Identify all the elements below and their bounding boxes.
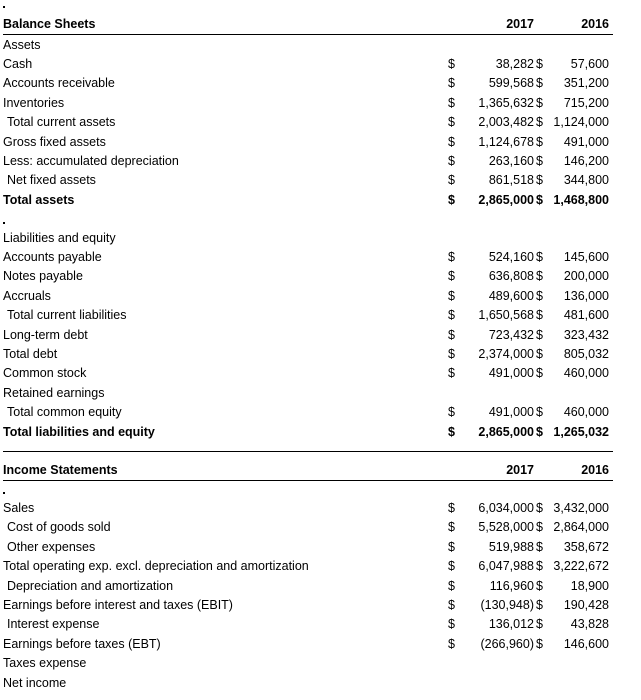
value-2017: 2,003,482 <box>478 115 534 130</box>
value-2017-cell <box>448 306 534 325</box>
row-label: Depreciation and amortization <box>7 578 174 593</box>
row-label: Accounts receivable <box>3 76 115 91</box>
value-2017: 1,124,678 <box>478 134 534 149</box>
value-2016-cell <box>536 113 609 132</box>
currency-symbol: $ <box>448 288 455 303</box>
value-2016: 57,600 <box>570 57 609 71</box>
value-2017: 2,865,000 <box>478 424 534 439</box>
currency-symbol: $ <box>448 154 455 168</box>
value-2017-cell <box>448 74 534 93</box>
table-row <box>3 518 613 537</box>
row-label: Retained earnings <box>3 385 105 400</box>
value-2017-cell <box>448 55 534 74</box>
row-label: Total common equity <box>7 405 122 420</box>
value-2017: 6,034,000 <box>478 501 534 515</box>
value-2017-cell <box>448 345 534 364</box>
row-label: Net fixed assets <box>7 173 96 188</box>
table-row <box>3 55 613 74</box>
value-2017-cell <box>448 596 534 615</box>
row-label: Inventories <box>3 95 65 110</box>
row-label: Common stock <box>3 366 87 381</box>
currency-symbol: $ <box>448 76 455 91</box>
value-2017: 489,600 <box>488 288 534 303</box>
marker-dot <box>3 492 5 494</box>
value-2016: 805,032 <box>563 347 609 361</box>
row-label: Total operating exp. excl. depreciation and amortization <box>3 559 309 574</box>
currency-symbol: $ <box>448 308 455 323</box>
currency-symbol: $ <box>536 617 543 632</box>
assets-header: Assets <box>3 38 41 52</box>
currency-symbol: $ <box>536 327 543 342</box>
value-2017: 2,374,000 <box>478 347 534 361</box>
table-row <box>3 596 613 615</box>
table-row <box>3 74 613 93</box>
currency-symbol: $ <box>448 559 455 574</box>
value-2017: (266,960) <box>480 636 534 651</box>
row-label: Interest expense <box>7 617 100 632</box>
value-2017: 723,432 <box>488 327 534 342</box>
value-2016-cell <box>536 248 609 267</box>
row-label: Total current assets <box>7 115 116 130</box>
income-statement-year-2016: 2016 <box>581 463 609 477</box>
value-2017-cell <box>448 423 534 442</box>
value-2017-cell <box>448 557 534 576</box>
value-2017-cell <box>448 518 534 537</box>
value-2016-cell <box>536 133 609 152</box>
currency-symbol: $ <box>448 173 455 188</box>
value-2017: 636,808 <box>488 269 534 284</box>
currency-symbol: $ <box>536 134 543 149</box>
value-2016-cell <box>536 499 609 518</box>
currency-symbol: $ <box>448 192 455 207</box>
value-2017-cell <box>448 191 534 210</box>
row-label: Cost of goods sold <box>7 520 111 535</box>
balance-sheet-year-2017: 2017 <box>506 17 534 31</box>
value-2016: 43,828 <box>570 617 609 632</box>
table-row <box>3 94 613 113</box>
value-2016: 2,864,000 <box>553 520 609 535</box>
row-label: Earnings before taxes (EBT) <box>3 636 161 651</box>
row-label: Long-term debt <box>3 327 88 342</box>
value-2016-cell <box>536 557 609 576</box>
table-row <box>3 113 613 132</box>
value-2016-cell <box>536 74 609 93</box>
value-2016: 460,000 <box>563 405 609 420</box>
value-2017-cell <box>448 538 534 557</box>
row-label: Total debt <box>3 347 58 361</box>
currency-symbol: $ <box>448 250 455 264</box>
table-row <box>3 287 613 306</box>
value-2017: 491,000 <box>488 405 534 420</box>
value-2017-cell <box>448 326 534 345</box>
currency-symbol: $ <box>448 327 455 342</box>
currency-symbol: $ <box>448 115 455 130</box>
income-statement-header-row <box>3 461 613 480</box>
currency-symbol: $ <box>448 598 455 612</box>
currency-symbol: $ <box>536 154 543 168</box>
table-row <box>3 345 613 364</box>
value-2016: 200,000 <box>563 269 609 284</box>
currency-symbol: $ <box>448 617 455 632</box>
table-row <box>3 191 613 210</box>
value-2017: 5,528,000 <box>478 520 534 535</box>
table-row <box>3 577 613 596</box>
value-2017-cell <box>448 615 534 634</box>
income-statement-top-rule <box>3 451 613 452</box>
value-2017-cell <box>448 287 534 306</box>
table-row <box>3 267 613 286</box>
table-row <box>3 423 613 442</box>
currency-symbol: $ <box>448 636 455 651</box>
value-2017: 6,047,988 <box>478 559 534 574</box>
value-2016: 323,432 <box>563 327 609 342</box>
currency-symbol: $ <box>536 424 543 439</box>
value-2016: 715,200 <box>563 95 609 110</box>
currency-symbol: $ <box>536 173 543 188</box>
value-2016-cell <box>536 191 609 210</box>
row-label: Total current liabilities <box>7 308 127 323</box>
value-2016: 3,432,000 <box>553 501 609 515</box>
value-2016: 344,800 <box>563 173 609 188</box>
row-label: Other expenses <box>7 539 96 554</box>
table-row <box>3 538 613 557</box>
value-2016-cell <box>536 423 609 442</box>
income-statement-header-rule <box>3 480 613 481</box>
currency-symbol: $ <box>448 134 455 149</box>
currency-symbol: $ <box>448 347 455 361</box>
value-2017: (130,948) <box>480 598 534 612</box>
value-2017-cell <box>448 152 534 171</box>
liabilities-header: Liabilities and equity <box>3 231 116 245</box>
income-statement-title: Income Statements <box>3 463 118 477</box>
row-label: Less: accumulated depreciation <box>3 154 179 168</box>
income-statement-year-2017: 2017 <box>506 463 534 477</box>
value-2017-cell <box>448 267 534 286</box>
value-2016-cell <box>536 577 609 596</box>
value-2016: 190,428 <box>563 598 609 612</box>
currency-symbol: $ <box>536 559 543 574</box>
value-2017-cell <box>448 364 534 383</box>
value-2017: 524,160 <box>488 250 534 264</box>
value-2016-cell <box>536 518 609 537</box>
table-row <box>3 306 613 325</box>
currency-symbol: $ <box>536 250 543 264</box>
balance-sheet-title: Balance Sheets <box>3 17 96 31</box>
row-label: Net income <box>3 675 67 690</box>
row-label: Taxes expense <box>3 656 87 671</box>
currency-symbol: $ <box>536 501 543 515</box>
value-2016: 351,200 <box>563 76 609 91</box>
value-2016: 3,222,672 <box>553 559 609 574</box>
balance-sheet-header-rule <box>3 34 613 35</box>
row-label: Total assets <box>3 192 75 207</box>
row-label: Notes payable <box>3 269 83 284</box>
currency-symbol: $ <box>536 347 543 361</box>
currency-symbol: $ <box>448 520 455 535</box>
value-2016-cell <box>536 326 609 345</box>
value-2016-cell <box>536 287 609 306</box>
currency-symbol: $ <box>448 366 455 381</box>
currency-symbol: $ <box>448 539 455 554</box>
balance-sheet-header-row <box>3 15 613 34</box>
currency-symbol: $ <box>536 192 543 207</box>
value-2016: 491,000 <box>563 134 609 149</box>
value-2016: 1,468,800 <box>553 192 609 207</box>
currency-symbol: $ <box>536 308 543 323</box>
table-row <box>3 615 613 634</box>
value-2016-cell <box>536 345 609 364</box>
currency-symbol: $ <box>448 57 455 71</box>
currency-symbol: $ <box>536 405 543 420</box>
value-2017-cell <box>448 499 534 518</box>
row-label: Earnings before interest and taxes (EBIT) <box>3 598 233 612</box>
currency-symbol: $ <box>448 405 455 420</box>
value-2017-cell <box>448 635 534 654</box>
value-2016-cell <box>536 152 609 171</box>
value-2016: 1,124,000 <box>553 115 609 130</box>
value-2017: 519,988 <box>488 539 534 554</box>
value-2016: 1,265,032 <box>553 424 609 439</box>
value-2017: 1,365,632 <box>478 95 534 110</box>
value-2017: 1,650,568 <box>478 308 534 323</box>
table-row <box>3 403 613 422</box>
table-row <box>3 133 613 152</box>
table-row <box>3 152 613 171</box>
value-2016-cell <box>536 94 609 113</box>
currency-symbol: $ <box>536 269 543 284</box>
value-2016: 136,000 <box>563 288 609 303</box>
currency-symbol: $ <box>536 95 543 110</box>
value-2016-cell <box>536 171 609 190</box>
value-2017-cell <box>448 94 534 113</box>
row-label: Total liabilities and equity <box>3 424 155 439</box>
value-2016-cell <box>536 615 609 634</box>
value-2016: 460,000 <box>563 366 609 381</box>
table-row <box>3 499 613 518</box>
assets-header-row <box>3 36 613 55</box>
value-2017: 116,960 <box>489 578 534 593</box>
table-row <box>3 364 613 383</box>
currency-symbol: $ <box>536 76 543 91</box>
table-row <box>3 171 613 190</box>
value-2016: 146,200 <box>563 154 609 168</box>
value-2017-cell <box>448 248 534 267</box>
row-label: Cash <box>3 57 33 71</box>
row-label: Sales <box>3 501 35 515</box>
table-row <box>3 326 613 345</box>
value-2016: 358,672 <box>563 539 609 554</box>
value-2016-cell <box>536 364 609 383</box>
table-row <box>3 635 613 654</box>
value-2017: 38,282 <box>495 57 534 71</box>
currency-symbol: $ <box>536 115 543 130</box>
table-row <box>3 384 613 403</box>
value-2017-cell <box>448 171 534 190</box>
value-2016: 145,600 <box>563 250 609 264</box>
marker-dot <box>3 222 5 224</box>
table-row <box>3 248 613 267</box>
value-2016-cell <box>536 55 609 74</box>
currency-symbol: $ <box>448 95 455 110</box>
value-2016-cell <box>536 635 609 654</box>
currency-symbol: $ <box>536 520 543 535</box>
row-label: Accruals <box>3 288 51 303</box>
liabilities-header-row <box>3 229 613 248</box>
value-2016-cell <box>536 267 609 286</box>
value-2017: 263,160 <box>488 154 534 168</box>
value-2016: 481,600 <box>563 308 609 323</box>
table-row <box>3 557 613 576</box>
marker-dot <box>3 6 5 8</box>
table-row <box>3 654 613 673</box>
value-2016: 146,600 <box>563 636 609 651</box>
value-2016: 18,900 <box>570 578 609 593</box>
currency-symbol: $ <box>448 501 455 515</box>
value-2017: 599,568 <box>488 76 534 91</box>
value-2017: 861,518 <box>488 173 534 188</box>
table-row <box>3 674 613 693</box>
value-2016-cell <box>536 403 609 422</box>
currency-symbol: $ <box>448 578 455 593</box>
value-2017: 2,865,000 <box>478 192 534 207</box>
currency-symbol: $ <box>536 366 543 381</box>
value-2017-cell <box>448 577 534 596</box>
currency-symbol: $ <box>536 636 543 651</box>
currency-symbol: $ <box>536 288 543 303</box>
row-label: Gross fixed assets <box>3 134 106 149</box>
value-2016-cell <box>536 538 609 557</box>
value-2017: 136,012 <box>488 617 534 632</box>
currency-symbol: $ <box>536 57 543 71</box>
currency-symbol: $ <box>536 539 543 554</box>
balance-sheet-year-2016: 2016 <box>581 17 609 31</box>
value-2017-cell <box>448 113 534 132</box>
currency-symbol: $ <box>536 598 543 612</box>
value-2017-cell <box>448 133 534 152</box>
currency-symbol: $ <box>448 269 455 284</box>
currency-symbol: $ <box>448 424 455 439</box>
currency-symbol: $ <box>536 578 543 593</box>
row-label: Accounts payable <box>3 250 102 264</box>
value-2017-cell <box>448 403 534 422</box>
value-2016-cell <box>536 596 609 615</box>
value-2016-cell <box>536 306 609 325</box>
value-2017: 491,000 <box>488 366 534 381</box>
